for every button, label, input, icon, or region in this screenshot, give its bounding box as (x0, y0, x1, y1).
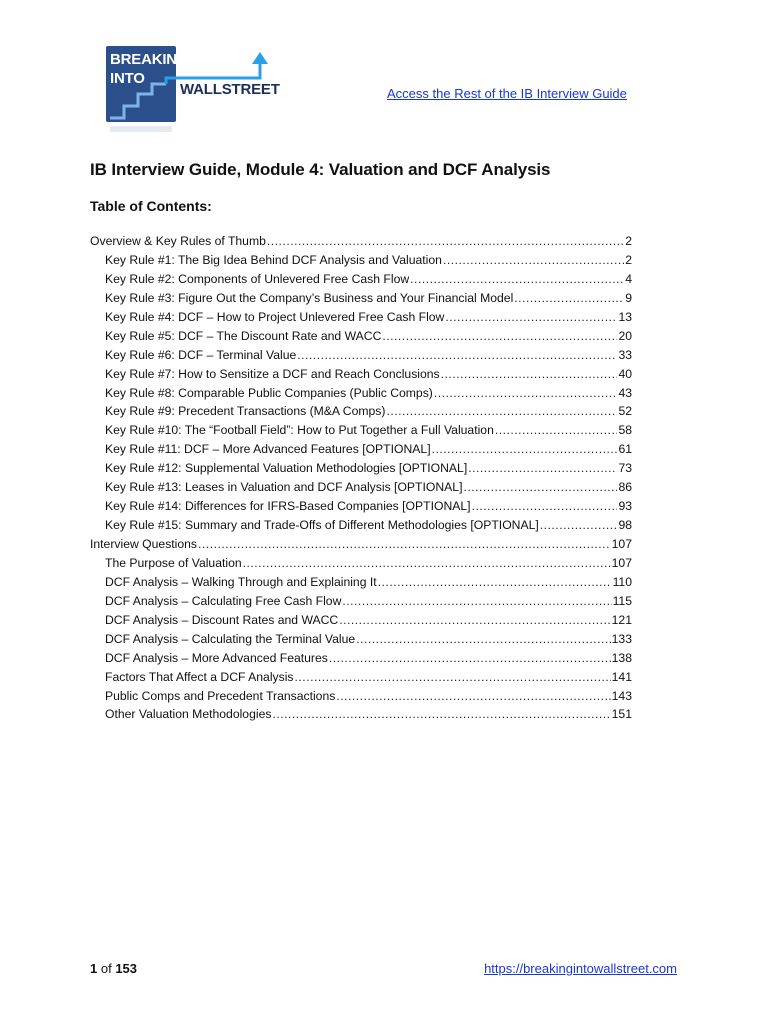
toc-entry-title: Key Rule #6: DCF – Terminal Value (105, 347, 297, 362)
toc-entry[interactable] (90, 705, 632, 724)
toc-entry-title: Key Rule #13: Leases in Valuation and DCF Analysis [OPTIONAL] (105, 480, 463, 495)
toc-entry[interactable] (90, 535, 632, 554)
toc-leader-dots (198, 535, 611, 554)
toc-leader-dots (432, 440, 618, 459)
toc-entry-title: Public Comps and Precedent Transactions (105, 688, 336, 703)
toc-leader-dots (342, 592, 611, 611)
toc-leader-dots (410, 270, 624, 289)
toc-entry[interactable] (90, 478, 632, 497)
toc-leader-dots (386, 402, 617, 421)
toc-entry-title: Overview & Key Rules of Thumb (90, 234, 266, 248)
toc-entry-page: 107 (611, 537, 632, 551)
toc-entry-page: 138 (611, 650, 632, 665)
toc-entry-title: DCF Analysis – More Advanced Features (105, 650, 328, 665)
page-total: 153 (115, 961, 138, 976)
toc-entry[interactable] (90, 592, 632, 611)
toc-entry[interactable] (90, 554, 632, 573)
toc-leader-dots (472, 497, 618, 516)
toc-entry-title: Key Rule #3: Figure Out the Company’s Business and Your Financial Model (105, 290, 514, 305)
toc-entry[interactable] (90, 421, 632, 440)
toc-leader-dots (445, 308, 617, 327)
guide-access-link[interactable]: Access the Rest of the IB Interview Guide (387, 86, 627, 101)
toc-entry-page: 13 (618, 309, 632, 324)
toc-entry-page: 40 (618, 366, 632, 381)
toc-entry[interactable] (90, 687, 632, 706)
logo-text-breaking: BREAKING (110, 51, 189, 68)
toc-entry[interactable] (90, 270, 632, 289)
toc-entry-page: 86 (618, 480, 632, 495)
toc-entry[interactable] (90, 611, 632, 630)
toc-entry-page: 2 (625, 252, 632, 267)
toc-leader-dots (297, 346, 617, 365)
toc-entry-page: 143 (611, 688, 632, 703)
toc-entry-title: Key Rule #9: Precedent Transactions (M&A Comps) (105, 404, 386, 419)
toc-entry-page: 33 (618, 347, 632, 362)
toc-entry-title: Key Rule #12: Supplemental Valuation Methodologies [OPTIONAL] (105, 461, 468, 476)
toc-entry-title: DCF Analysis – Walking Through and Explaining It (105, 574, 377, 589)
toc-entry-page: 141 (611, 669, 632, 684)
toc-entry-page: 133 (611, 631, 632, 646)
toc-entry[interactable] (90, 232, 632, 251)
toc-entry-title: Key Rule #4: DCF – How to Project Unlevered Free Cash Flow (105, 309, 445, 324)
toc-entry[interactable] (90, 289, 632, 308)
toc-leader-dots (267, 232, 624, 251)
toc-entry[interactable] (90, 308, 632, 327)
toc-entry-page: 43 (618, 385, 632, 400)
toc-leader-dots (514, 289, 624, 308)
toc-entry-title: Key Rule #1: The Big Idea Behind DCF Analysis and Valuation (105, 252, 442, 267)
toc-entry-page: 2 (625, 234, 632, 248)
toc-entry-title: Key Rule #10: The “Football Field”: How to Put Together a Full Valuation (105, 423, 494, 438)
toc-leader-dots (329, 649, 611, 668)
toc-leader-dots (468, 459, 617, 478)
toc-entry[interactable] (90, 365, 632, 384)
page-current: 1 (90, 961, 98, 976)
toc-leader-dots (540, 516, 618, 535)
toc-entry[interactable] (90, 327, 632, 346)
toc-leader-dots (463, 478, 617, 497)
toc-entry-title: Factors That Affect a DCF Analysis (105, 669, 294, 684)
toc-entry-page: 9 (625, 290, 632, 305)
toc-entry-title: DCF Analysis – Calculating Free Cash Flow (105, 593, 342, 608)
toc-entry-page: 61 (618, 442, 632, 457)
toc-leader-dots (434, 384, 618, 403)
toc-entry-page: 58 (618, 423, 632, 438)
toc-leader-dots (441, 365, 618, 384)
toc-leader-dots (443, 251, 624, 270)
website-link[interactable]: https://breakingintowallstreet.com (484, 961, 677, 976)
toc-entry-page: 20 (618, 328, 632, 343)
toc-entry-title: Key Rule #2: Components of Unlevered Free Cash Flow (105, 271, 410, 286)
toc-entry[interactable] (90, 346, 632, 365)
toc-entry-page: 115 (612, 593, 632, 608)
toc-entry[interactable] (90, 402, 632, 421)
toc-leader-dots (336, 687, 610, 706)
toc-entry[interactable] (90, 516, 632, 535)
toc-entry-title: Interview Questions (90, 537, 198, 551)
toc-entry-page: 4 (625, 271, 632, 286)
toc-leader-dots (495, 421, 618, 440)
toc-leader-dots (378, 573, 612, 592)
toc-entry[interactable] (90, 668, 632, 687)
toc-entry[interactable] (90, 384, 632, 403)
toc-leader-dots (382, 327, 617, 346)
toc-entry-title: DCF Analysis – Calculating the Terminal Value (105, 631, 356, 646)
toc-entry[interactable] (90, 649, 632, 668)
toc-entry[interactable] (90, 459, 632, 478)
toc-entry-title: Key Rule #14: Differences for IFRS-Based Companies [OPTIONAL] (105, 499, 471, 514)
toc-entry-page: 151 (611, 707, 632, 722)
page-of: of (100, 961, 112, 976)
toc-entry-page: 98 (618, 518, 632, 533)
toc-entry-title: Key Rule #15: Summary and Trade-Offs of Different Methodologies [OPTIONAL] (105, 518, 539, 533)
toc-entry-page: 110 (612, 574, 632, 589)
toc-entry-title: Other Valuation Methodologies (105, 707, 272, 722)
toc-leader-dots (339, 611, 610, 630)
toc-entry-page: 73 (618, 461, 632, 476)
page-title: IB Interview Guide, Module 4: Valuation and DCF Analysis (90, 160, 551, 179)
logo-text-into: INTO (110, 70, 145, 87)
toc-entry[interactable] (90, 440, 632, 459)
toc-entry[interactable] (90, 630, 632, 649)
toc-leader-dots (272, 705, 610, 724)
toc-leader-dots (243, 554, 611, 573)
toc-entry-title: Key Rule #11: DCF – More Advanced Features [OPTIONAL] (105, 442, 431, 457)
toc-entry-page: 93 (618, 499, 632, 514)
toc-entry-page: 121 (611, 612, 632, 627)
toc-entry-title: DCF Analysis – Discount Rates and WACC (105, 612, 339, 627)
toc-entry-title: The Purpose of Valuation (105, 555, 242, 570)
toc-entry[interactable] (90, 497, 632, 516)
toc-entry[interactable] (90, 251, 632, 270)
table-of-contents (90, 232, 632, 724)
toc-leader-dots (295, 668, 611, 687)
company-logo (104, 44, 280, 140)
toc-entry-page: 52 (618, 404, 632, 419)
toc-heading: Table of Contents: (90, 198, 212, 214)
toc-leader-dots (356, 630, 610, 649)
page-counter (90, 961, 137, 976)
toc-entry-page: 107 (611, 555, 632, 570)
toc-entry-title: Key Rule #7: How to Sensitize a DCF and Reach Conclusions (105, 366, 440, 381)
toc-entry-title: Key Rule #5: DCF – The Discount Rate and WACC (105, 328, 382, 343)
logo-text-wallstreet: WALLSTREET (180, 81, 280, 98)
toc-entry[interactable] (90, 573, 632, 592)
toc-entry-title: Key Rule #8: Comparable Public Companies (Public Comps) (105, 385, 433, 400)
